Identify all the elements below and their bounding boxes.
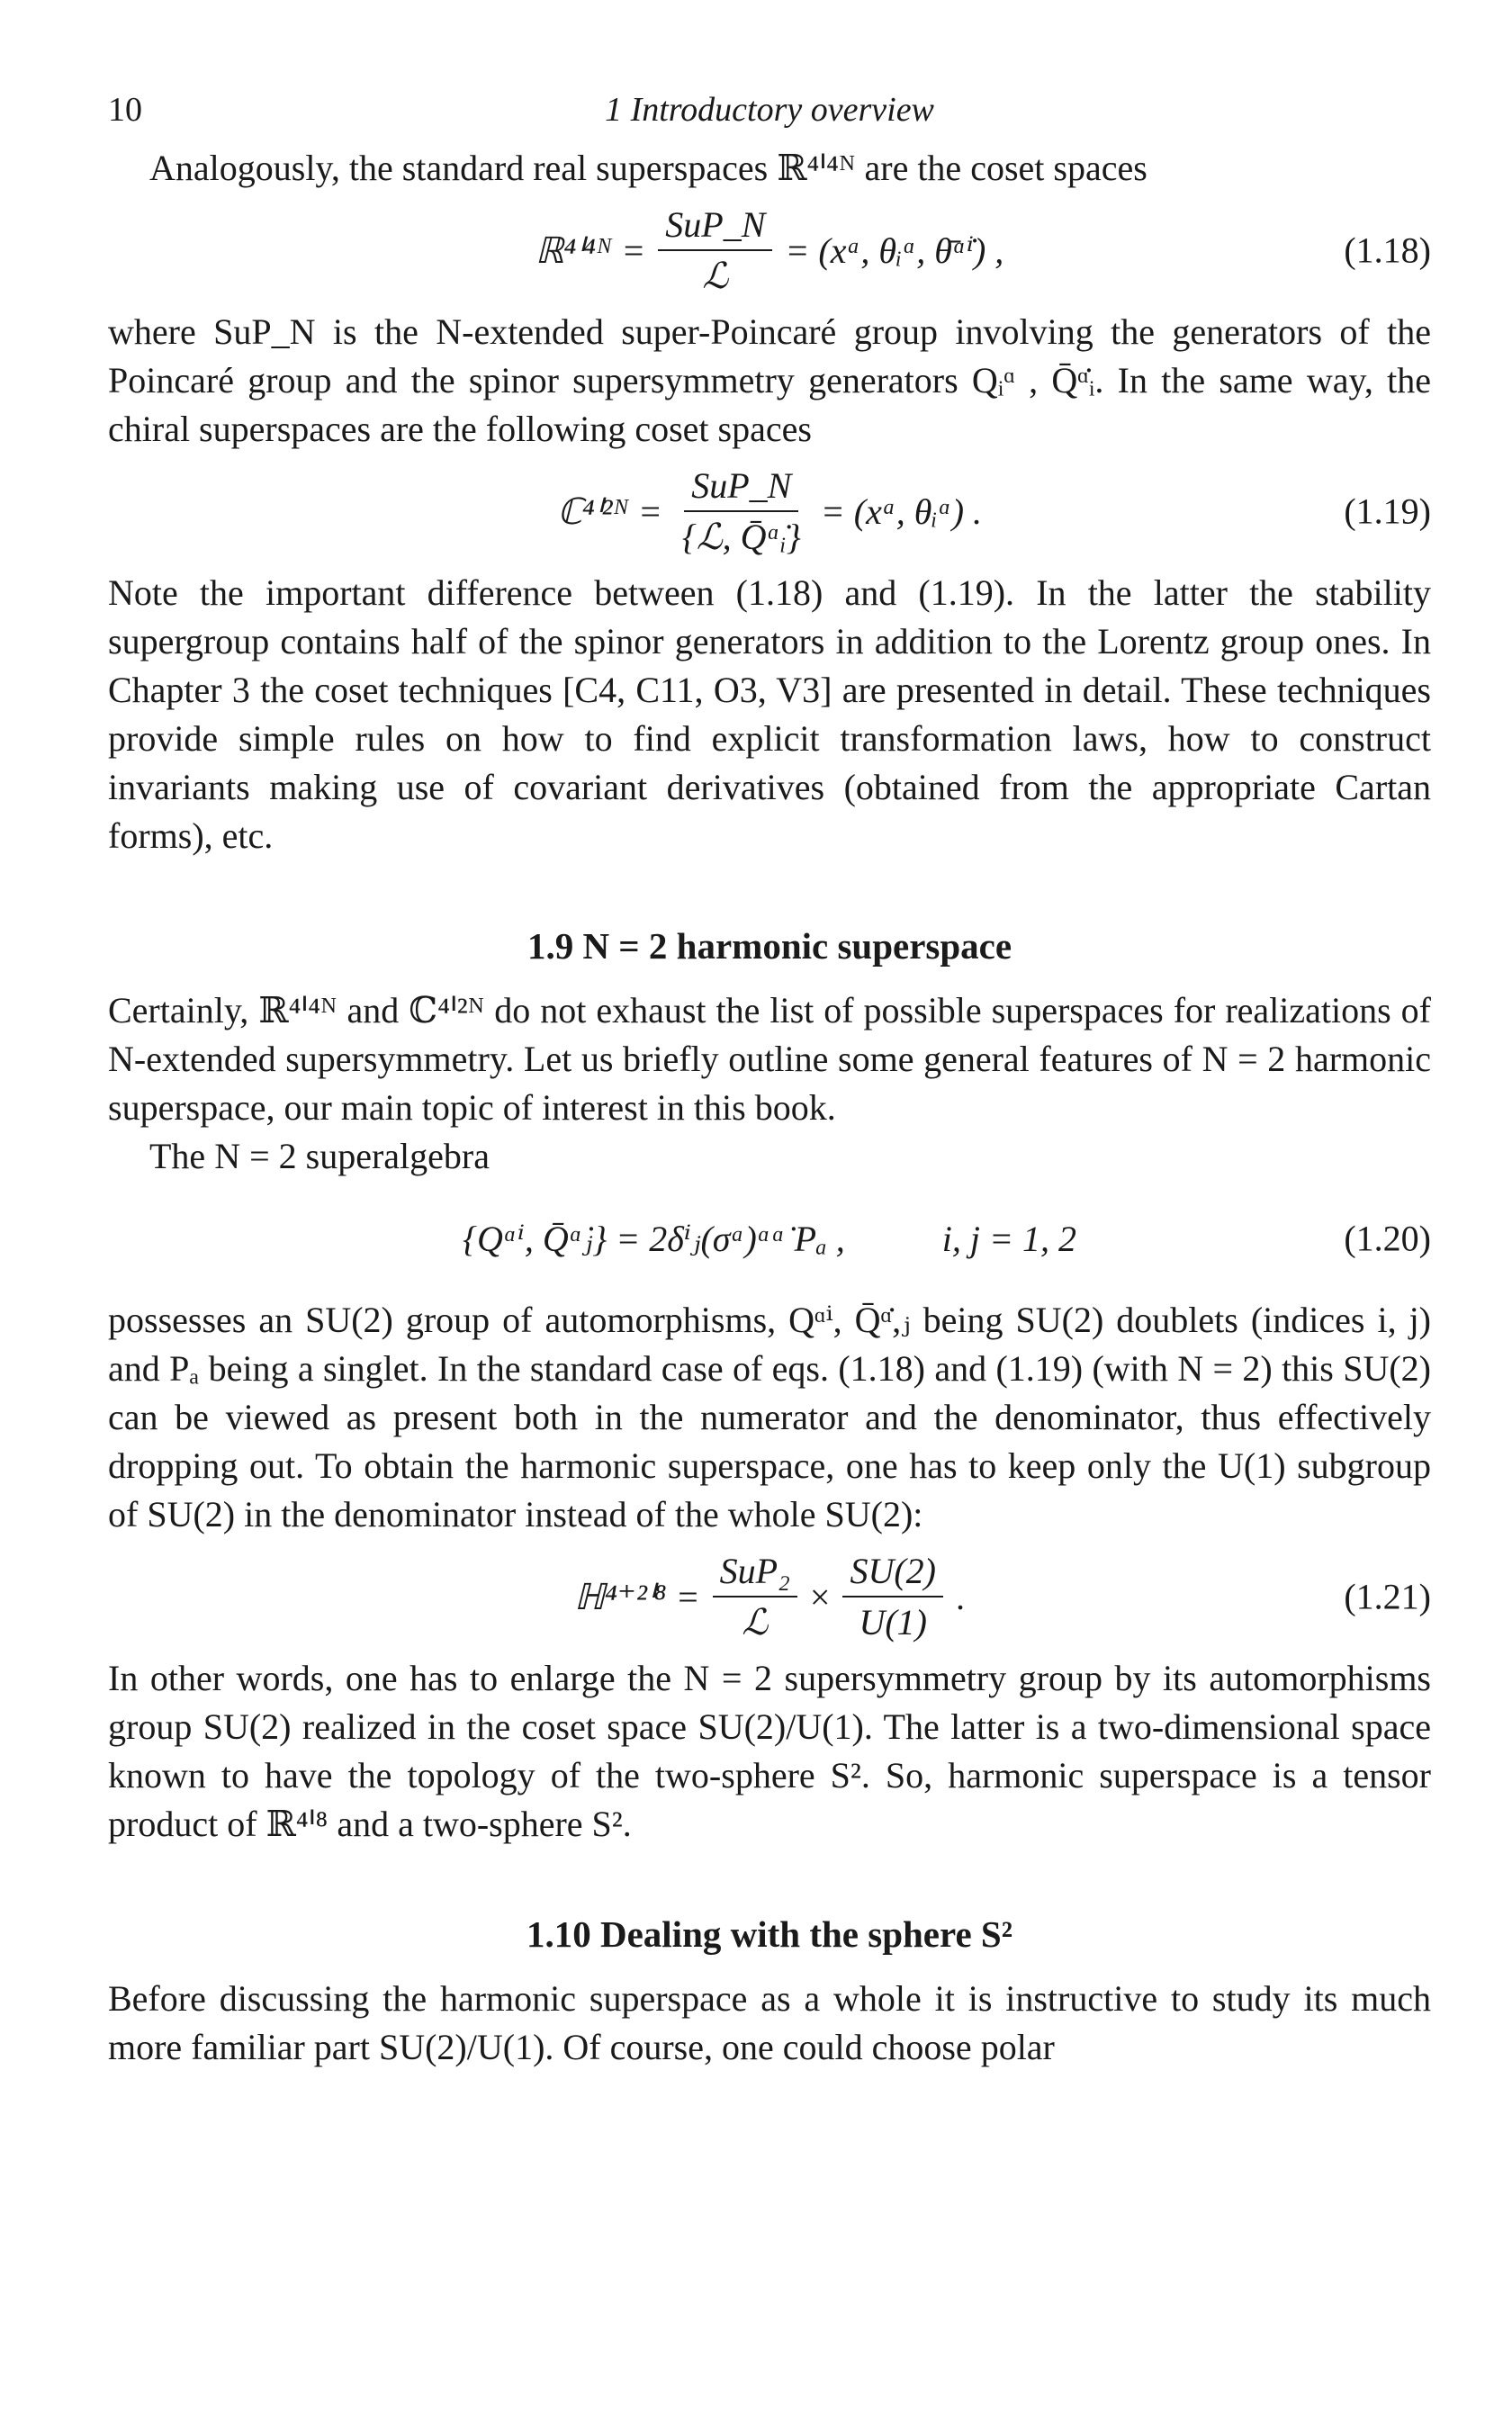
- equation-1-20: [108, 1181, 1431, 1296]
- eq-1-20-expression: {Qᵅⁱ, Q̄ᵅ̇ⱼ} = 2δⁱⱼ(σᵃ)ᵅᵅ̇ Pₐ ,: [463, 1218, 845, 1259]
- eq-1-20-condition: i, j = 1, 2: [941, 1218, 1076, 1259]
- eq-1-19-numerator: SuP_N: [684, 464, 798, 512]
- paragraph-automorphisms: possesses an SU(2) group of automorphisms, Qᵅⁱ, Q̄ᵅ̇,ⱼ being SU(2) doublets (indices i, j) and Pₐ being a singlet. In the standard case of eqs. (1.18) and (1.19) (with N = 2) this SU(2) can be viewed as present both in the numerator and the denominator, thus effectively dropping out. To obtain the harmonic superspace, one has to keep only the U(1) subgroup of SU(2) in the denominator instead of the whole SU(2):: [108, 1300, 1431, 1534]
- paragraph-before-discussing: Before discussing the harmonic superspace as a whole it is instructive to study its much more familiar part SU(2)/U(1). Of course, one could choose polar: [108, 1978, 1431, 2067]
- eq-1-19-number: (1.19): [1344, 490, 1431, 532]
- eq-1-21-fraction-2: [842, 1550, 943, 1643]
- eq-1-18-fraction: [658, 203, 772, 297]
- section-heading-1-9: 1.9 N = 2 harmonic superspace: [526, 925, 1012, 967]
- eq-1-21-lhs: ℍ⁴⁺²ᑊ⁸ =: [573, 1576, 700, 1617]
- chapter-title: 1 Introductory overview: [605, 91, 934, 129]
- paragraph-certainly: Certainly, ℝ⁴ᑊ⁴ᴺ and ℂ⁴ᑊ²ᴺ do not exhaust the list of possible superspaces for realizations of N-extended supersymmetry. Let us briefly outline some general features of N = 2 harmonic superspace, our main topic of interest in this book.: [108, 990, 1431, 1128]
- paragraph-super-poincare: where SuP_N is the N-extended super-Poincaré group involving the generators of the Poincaré group and the spinor supersymmetry generators Qᵢᵅ , Q̄ᵅ̇ᵢ. In the same way, the chiral superspaces are the following coset spaces: [108, 311, 1431, 449]
- eq-1-20-number: (1.20): [1344, 1218, 1431, 1259]
- eq-1-21-number: (1.21): [1344, 1576, 1431, 1617]
- equation-1-21: [108, 1539, 1431, 1654]
- section-heading-1-10: 1.10 Dealing with the sphere S²: [526, 1913, 1012, 1955]
- eq-1-19-denominator: {ℒ, Q̄ᵅ̇ᵢ}: [681, 517, 801, 557]
- eq-1-21-period: .: [956, 1576, 965, 1617]
- eq-1-19-fraction: [675, 464, 808, 558]
- eq-1-21-fraction-1: [713, 1550, 797, 1643]
- page-number: 10: [108, 91, 142, 129]
- eq-1-18-rhs: = (xᵃ, θᵢᵅ, θ̄ᵅ̇ⁱ) ,: [785, 230, 1004, 271]
- eq-1-21-numerator-1: SuP₂: [713, 1550, 797, 1598]
- page: [108, 90, 1431, 2072]
- paragraph-real-superspaces: Analogously, the standard real superspaces ℝ⁴ᑊ⁴ᴺ are the coset spaces: [149, 148, 1148, 188]
- paragraph-superalgebra-intro: The N = 2 superalgebra: [149, 1136, 490, 1176]
- paragraph-other-words: In other words, one has to enlarge the N = 2 supersymmetry group by its automorphisms group SU(2) realized in the coset space SU(2)/U(1). The latter is a two-dimensional space known to have the topology of the two-sphere S². So, harmonic superspace is a tensor product of ℝ⁴ᑊ⁸ and a two-sphere S².: [108, 1658, 1431, 1844]
- running-head: [108, 90, 1431, 144]
- eq-1-21-denominator-1: ℒ: [742, 1602, 769, 1642]
- eq-1-21-numerator-2: SU(2): [842, 1550, 943, 1598]
- eq-1-19-rhs: = (xᵃ, θᵢᵅ) .: [820, 490, 983, 532]
- eq-1-21-denominator-2: U(1): [859, 1602, 927, 1642]
- eq-1-18-numerator: SuP_N: [658, 203, 772, 251]
- equation-1-19: [108, 454, 1431, 569]
- eq-1-18-number: (1.18): [1344, 230, 1431, 271]
- eq-1-21-times: ×: [809, 1576, 831, 1617]
- equation-1-18: [108, 193, 1431, 308]
- eq-1-19-lhs: ℂ⁴ᑊ²ᴺ =: [556, 490, 662, 532]
- paragraph-important-difference: Note the important difference between (1.18) and (1.19). In the latter the stability supergroup contains half of the spinor generators in addition to the Lorentz group ones. In Chapter 3 the coset techniques [C4, C11, O3, V3] are presented in detail. These techniques provide simple rules on how to find explicit transformation laws, how to construct invariants making use of covariant derivatives (obtained from the appropriate Cartan forms), etc.: [108, 572, 1431, 856]
- eq-1-18-lhs: ℝ⁴ᑊ⁴ᴺ =: [535, 230, 646, 271]
- eq-1-18-denominator: ℒ: [702, 256, 729, 296]
